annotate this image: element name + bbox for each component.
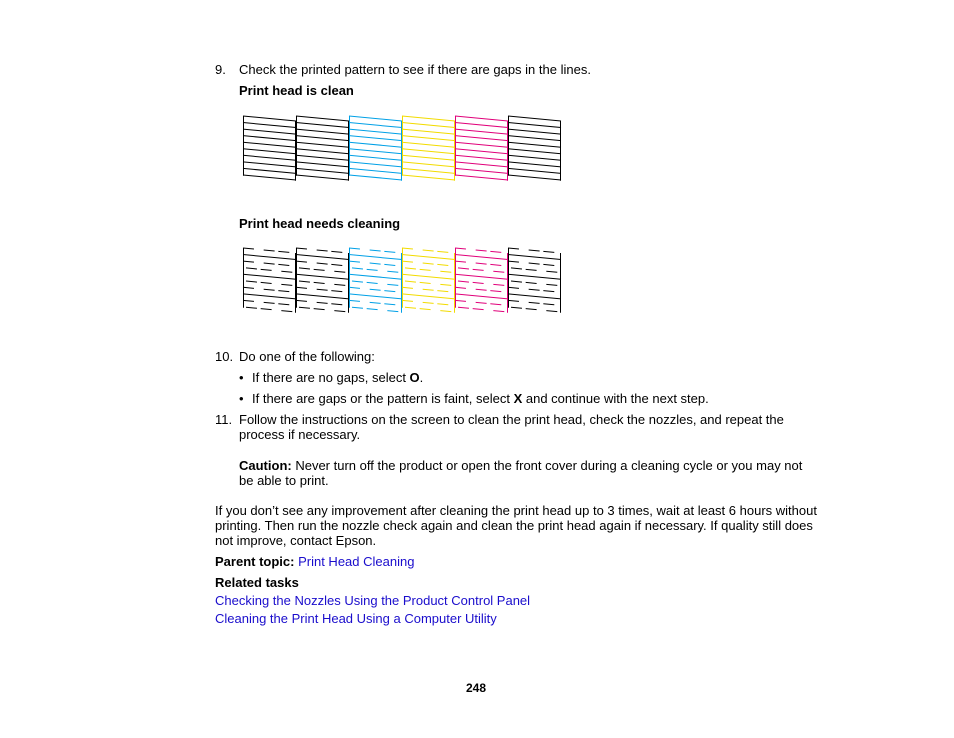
nozzle-block-1 (243, 116, 296, 181)
parent-topic-link[interactable]: Print Head Cleaning (298, 554, 415, 569)
note-line-3: not improve, contact Epson. (215, 533, 377, 548)
note-line-1: If you don’t see any improvement after cleaning the print head up to 3 times, wait at least 6 hours without (215, 503, 817, 518)
bullet-marker: • (239, 370, 244, 385)
nozzle-block-1 (243, 248, 296, 313)
related-link-checking-nozzles[interactable]: Checking the Nozzles Using the Product Control Panel (215, 593, 531, 608)
nozzle-block-2 (296, 248, 349, 313)
bullet-gaps: If there are gaps or the pattern is faint, select X and continue with the next step. (252, 391, 709, 406)
caution-label: Caution: (239, 458, 292, 473)
nozzle-pattern-needs-cleaning (240, 245, 570, 315)
related-tasks-heading: Related tasks (215, 575, 299, 590)
nozzle-block-3 (349, 248, 402, 313)
step-9-text: Check the printed pattern to see if there are gaps in the lines. (239, 62, 591, 77)
step-9-number: 9. (215, 62, 226, 77)
caution-line-2: be able to print. (239, 473, 329, 488)
step-11-line-1: Follow the instructions on the screen to clean the print head, check the nozzles, and repeat the (239, 412, 784, 427)
note-line-2: printing. Then run the nozzle check again and clean the print head again if necessary. If quality still does (215, 518, 813, 533)
key-x: X (513, 391, 523, 406)
related-link-computer-utility[interactable]: Cleaning the Print Head Using a Computer Utility (215, 611, 497, 626)
nozzle-pattern-clean (240, 113, 570, 183)
step-11-line-2: process if necessary. (239, 427, 361, 442)
dirty-pattern-label: Print head needs cleaning (239, 216, 401, 231)
caution-line-1: Caution: Never turn off the product or open the front cover during a cleaning cycle or you may not (239, 458, 803, 473)
page-number: 248 (466, 681, 487, 695)
nozzle-block-6 (508, 248, 561, 313)
step-11-number: 11. (215, 412, 233, 427)
nozzle-block-6 (508, 116, 561, 181)
nozzle-block-5 (455, 116, 508, 181)
step-10-text: Do one of the following: (239, 349, 375, 364)
key-o: O (409, 370, 420, 385)
parent-topic (215, 554, 414, 569)
bullet-no-gaps: If there are no gaps, select O. (252, 370, 424, 385)
clean-pattern-label: Print head is clean (239, 83, 354, 98)
nozzle-block-4 (402, 248, 455, 313)
nozzle-block-2 (296, 116, 349, 181)
bullet-marker: • (239, 391, 244, 406)
nozzle-block-5 (455, 248, 508, 313)
nozzle-block-4 (402, 116, 455, 181)
parent-topic-label: Parent topic: (215, 554, 295, 569)
nozzle-block-3 (349, 116, 402, 181)
step-10-number: 10. (215, 349, 234, 364)
